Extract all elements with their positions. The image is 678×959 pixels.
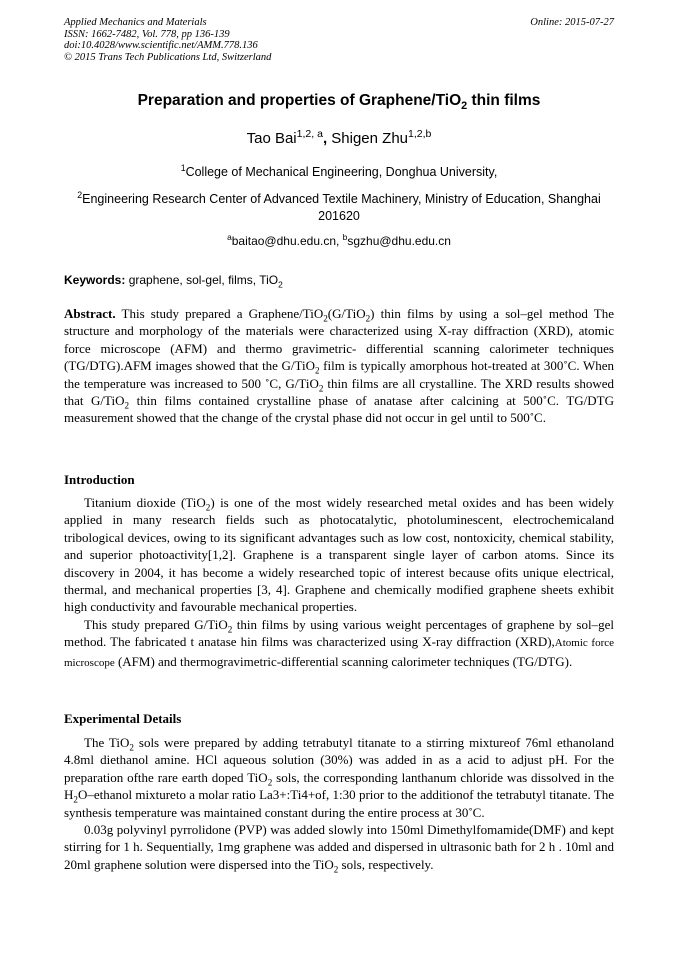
online-date: Online: 2015-07-27 xyxy=(530,17,614,28)
introduction-paragraph-2: This study prepared G/TiO$_2$ thin films by using various weight percentages of graphene by sol–gel method. The fabricated t anatase hin films was characterized using X-ray diffraction (XRD),Atomic force microscope (AFM) and thermogravimetric-differential scanning calorimeter techniques (TG/DTG). xyxy=(64,616,615,669)
copyright: © 2015 Trans Tech Publications Ltd, Switzerland xyxy=(64,51,272,63)
experimental-paragraph-1: The TiO$_2$ sols were prepared by adding tetrabutyl titanate to a stirring mixtureof 76ml ethanoland 4.8ml diethanol amine. HCl aqueous solution (30%) was added in as a acid to adjust pH. For the preparation ofthe rare earth doped TiO$_2$ sols, the corresponding lanthanum chloride was dissolved in the $H_2O$–ethanol mixtureto a molar ratio La3+:Ti4+of, 1:30 prior to the additionof the tetrabutyl titanate. The synthesis temperature was maintained constant during the entire process at 30˚C. xyxy=(64,735,614,820)
author-1: Tao Bai xyxy=(246,130,297,147)
journal-name: Applied Mechanics and Materials xyxy=(64,17,207,28)
doi: doi:10.4028/www.scientific.net/AMM.778.136 xyxy=(64,40,258,52)
page-header xyxy=(64,17,614,63)
issn: ISSN: 1662-7482, Vol. 778, pp 136-139 xyxy=(64,28,230,40)
abstract: Abstract. This study prepared a Graphene/TiO$_2$(G/TiO$_2$) thin films by using a sol–gel method The structure and morphology of the materials were characterized using X-ray diffraction (XRD), atomic force microscope (AFM) and thermo gravimetric- differential scanning calorimeter techniques (TG/DTG).AFM images showed that the G/TiO$_2$ film is typically amorphous hot-treated at 300˚C. When the temperature was increased to 500 ˚C, G/TiO$_2$ thin films are all crystalline. The XRD results showed that G/TiO$_2$ thin films contained crystalline phase of anatase after calcining at 500˚C. TG/DTG measurement showed that the change of the crystal phase did not occur in gel until to 500˚C. xyxy=(64,306,614,426)
author-emails: $^a$baitao@dhu.edu.cn, $^b$sgzhu@dhu.edu.cn xyxy=(227,232,451,248)
experimental-paragraph-2: 0.03g polyvinyl pyrrolidone (PVP) was added slowly into 150ml Dimethylfomamide(DMF) and kept stirring for 1 h. Sequentially, 1mg graphene was added and dispersed in ultrasonic bath for 2 h . 10ml and 20ml graphene solution were dispersed into the TiO$_2$ sols, respectively. xyxy=(64,822,614,875)
introduction-body xyxy=(64,494,614,672)
author-2: Shigen Zhu xyxy=(331,130,409,147)
experimental-heading: Experimental Details xyxy=(64,711,182,726)
author-list: Tao Bai$^{1,2, a}$, Shigen Zhu$^{1,2,b}$ xyxy=(246,128,432,147)
affiliation-2: $^2$Engineering Research Center of Advanced Textile Machinery, Ministry of Education, Shanghai 201620 xyxy=(77,189,601,223)
affiliation-1: $^1$College of Mechanical Engineering, Donghua University, xyxy=(180,162,498,179)
paper-title: Preparation and properties of Graphene/TiO$_2$ thin films xyxy=(137,92,541,113)
keywords: Keywords: graphene, sol-gel, films, TiO$_2$ xyxy=(64,273,283,290)
introduction-paragraph-1: Titanium dioxide (TiO$_2$) is one of the most widely researched metal oxides and has been widely applied in many research fields such as photocatalytic, photoluminescent, electrochemicaland tribological devices, owing to its significant advantages such as low cost, nontoxicity, chemical stability, and superior photoactivity[1,2]. Graphene is a transparent single layer of carbon atoms. Since its discovery in 2004, it has become a widely researched topic of interest because ofits unique electrical, thermal, and mechanical properties [3, 4]. Graphene and chemically modified graphene sheets exhibit high conductivity and favourable mechanical properties. xyxy=(64,495,614,615)
introduction-heading: Introduction xyxy=(64,472,135,487)
experimental-body xyxy=(64,734,614,873)
